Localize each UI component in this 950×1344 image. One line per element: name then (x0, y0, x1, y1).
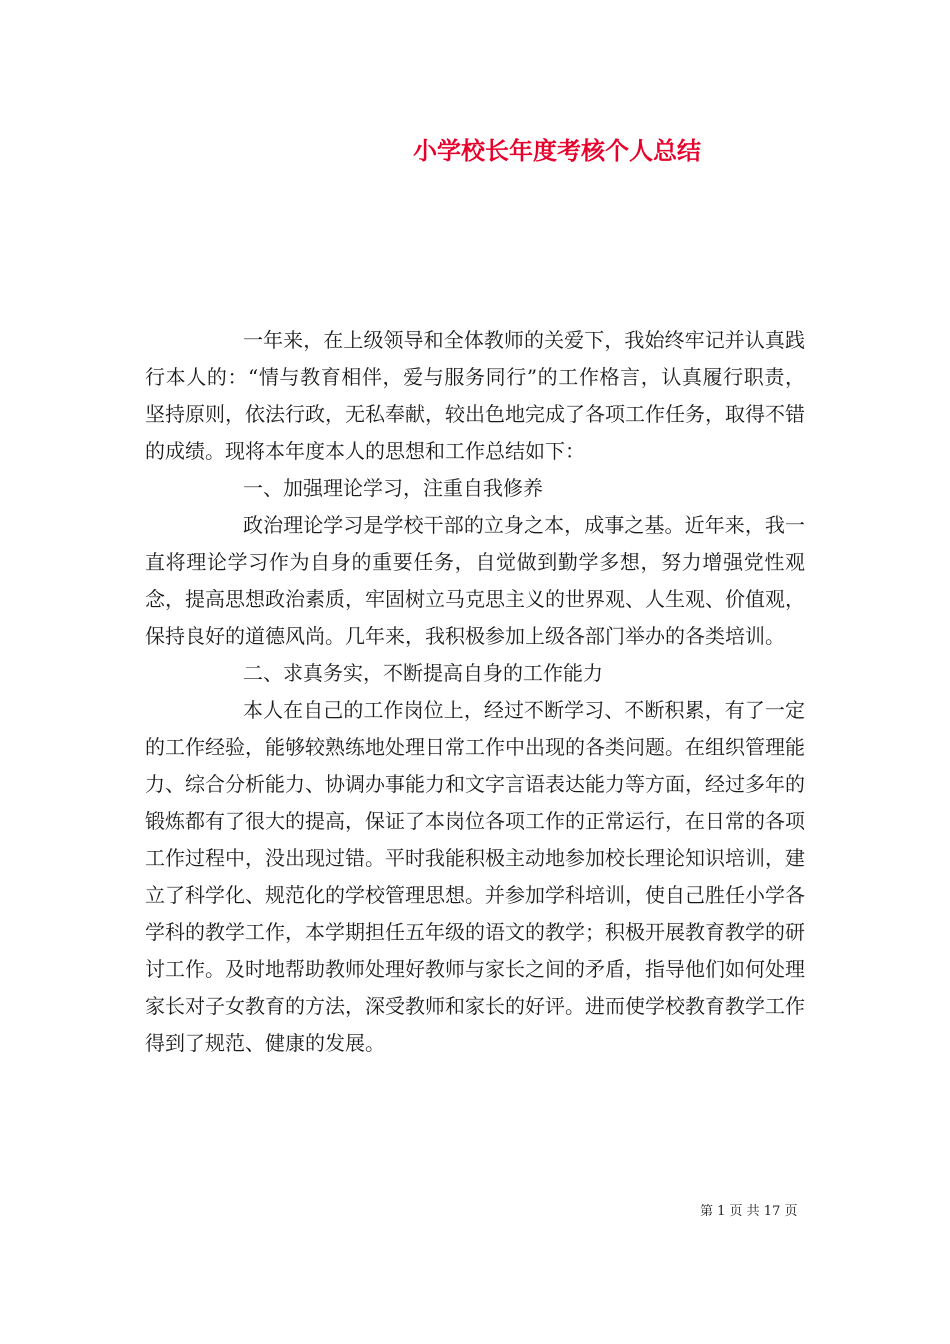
page-number: 第 1 页 共 17 页 (700, 1204, 798, 1219)
section-heading-2: 二、求真务实，不断提高自身的工作能力 (243, 661, 603, 685)
intro-paragraph: 一年来，在上级领导和全体教师的关爱下，我始终牢记并认真践行本人的：“情与教育相伴，爱与服务同行”的工作格言，认真履行职责，坚持原则，依法行政，无私奉献，较出色地完成了各项工作任务，取得不错的成绩。现将本年度本人的思想和工作总结如下： (145, 328, 805, 463)
document-body (145, 322, 805, 1062)
section-paragraph-2: 本人在自己的工作岗位上，经过不断学习、不断积累，有了一定的工作经验，能够较熟练地处理日常工作中出现的各类问题。在组织管理能力、综合分析能力、协调办事能力和文字言语表达能力等方面，经过多年的锻炼都有了很大的提高，保证了本岗位各项工作的正常运行，在日常的各项工作过程中，没出现过错。平时我能积极主动地参加校长理论知识培训，建立了科学化、规范化的学校管理思想。并参加学科培训，使自己胜任小学各学科的教学工作，本学期担任五年级的语文的教学；积极开展教育教学的研讨工作。及时地帮助教师处理好教师与家长之间的矛盾，指导他们如何处理家长对子女教育的方法，深受教师和家长的好评。进而使学校教育教学工作得到了规范、健康的发展。 (145, 698, 805, 1055)
section-paragraph-1: 政治理论学习是学校干部的立身之本，成事之基。近年来，我一直将理论学习作为自身的重要任务，自觉做到勤学多想，努力增强党性观念，提高思想政治素质，牢固树立马克思主义的世界观、人生观、价值观，保持良好的道德风尚。几年来，我积极参加上级各部门举办的各类培训。 (145, 513, 805, 648)
document-title: 小学校长年度考核个人总结 (413, 136, 701, 165)
section-heading-1: 一、加强理论学习，注重自我修养 (243, 476, 543, 500)
